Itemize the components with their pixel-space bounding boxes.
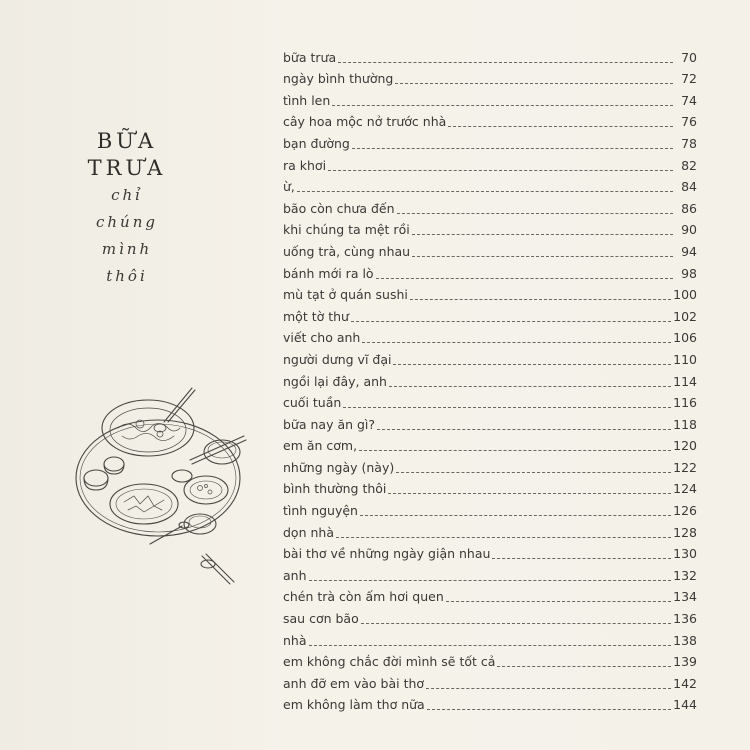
toc-leader-line — [336, 536, 671, 538]
toc-entry-page: 116 — [673, 395, 697, 411]
toc-leader-line — [426, 687, 671, 689]
toc-entry-page: 70 — [681, 49, 697, 65]
toc-entry-title: một tờ thư — [283, 308, 349, 324]
toc-entry — [283, 109, 697, 131]
toc-entry-page: 78 — [681, 135, 697, 151]
toc-leader-line — [446, 600, 671, 602]
toc-entry-title: mù tạt ở quán sushi — [283, 287, 408, 303]
toc-entry-title: em không chắc đời mình sẽ tốt cả — [283, 654, 496, 670]
toc-entry — [283, 584, 697, 606]
toc-entry-title: viết cho anh — [283, 330, 361, 346]
toc-entry — [283, 195, 697, 217]
toc-entry-page: 98 — [681, 265, 697, 281]
toc-leader-line — [412, 233, 673, 235]
toc-leader-line — [377, 428, 671, 430]
toc-entry — [283, 497, 697, 519]
toc-entry — [283, 44, 697, 66]
toc-entry — [283, 649, 697, 671]
toc-entry — [283, 411, 697, 433]
toc-entry-title: chén trà còn ấm hơi quen — [283, 589, 444, 605]
toc-entry — [283, 260, 697, 282]
toc-entry-page: 126 — [673, 503, 697, 519]
toc-entry — [283, 303, 697, 325]
toc-entry — [283, 325, 697, 347]
toc-leader-line — [332, 104, 673, 106]
toc-leader-line — [297, 190, 673, 192]
toc-entry — [283, 346, 697, 368]
toc-entry-title: bình thường thôi — [283, 481, 387, 497]
toc-entry-title: em ăn cơm, — [283, 438, 358, 454]
toc-leader-line — [492, 557, 671, 559]
toc-entry-title: cây hoa mộc nở trước nhà — [283, 114, 447, 130]
toc-entry — [283, 627, 697, 649]
toc-leader-line — [396, 471, 671, 473]
toc-entry — [283, 692, 697, 714]
toc-entry — [283, 562, 697, 584]
section-subtitle-line-3: mình — [101, 240, 153, 258]
meal-sketch-icon — [70, 380, 260, 600]
toc-entry-title: bữa trưa — [283, 49, 337, 65]
toc-entry-title: cuối tuần — [283, 395, 342, 411]
toc-entry-page: 84 — [681, 179, 697, 195]
toc-entry-page: 142 — [673, 675, 697, 691]
toc-entry-page: 122 — [673, 459, 697, 475]
toc-entry — [283, 66, 697, 88]
toc-entry-page: 139 — [673, 654, 697, 670]
toc-leader-line — [362, 341, 671, 343]
toc-leader-line — [328, 169, 673, 171]
toc-entry-title: khi chúng ta mệt rồi — [283, 222, 410, 238]
toc-entry-page: 110 — [673, 351, 697, 367]
toc-entry-page: 120 — [673, 438, 697, 454]
toc-leader-line — [412, 255, 673, 257]
toc-entry-page: 90 — [681, 222, 697, 238]
toc-entry-title: những ngày (này) — [283, 459, 395, 475]
toc-entry-page: 86 — [681, 200, 697, 216]
toc-entry-title: bài thơ về những ngày giận nhau — [283, 546, 491, 562]
toc-leader-line — [410, 298, 671, 300]
section-title-line-2: TRƯA — [87, 156, 167, 180]
toc-leader-line — [352, 147, 673, 149]
toc-entry-title: bữa nay ăn gì? — [283, 416, 376, 432]
toc-entry-title: bạn đường — [283, 135, 350, 151]
toc-entry — [283, 282, 697, 304]
section-subtitle-line-1: chỉ — [111, 186, 143, 204]
toc-leader-line — [427, 708, 671, 710]
section-title-line-1: BỮA — [96, 129, 158, 153]
toc-leader-line — [393, 363, 671, 365]
toc-leader-line — [389, 385, 671, 387]
toc-leader-line — [359, 449, 671, 451]
toc-entry-page: 94 — [681, 243, 697, 259]
toc-entry — [283, 174, 697, 196]
section-title-block — [72, 128, 182, 290]
toc-entry-title: ừ, — [283, 179, 295, 195]
toc-leader-line — [397, 212, 673, 214]
toc-leader-line — [351, 320, 671, 322]
toc-entry-title: sau cơn bão — [283, 611, 359, 627]
toc-entry-page: 134 — [673, 589, 697, 605]
toc-entry-page: 76 — [681, 114, 697, 130]
toc-entry-page: 124 — [673, 481, 697, 497]
toc-leader-line — [388, 492, 671, 494]
toc-entry-page: 144 — [673, 697, 697, 713]
toc-leader-line — [448, 125, 673, 127]
toc-entry-page: 136 — [673, 611, 697, 627]
toc-entry-title: em không làm thơ nữa — [283, 697, 425, 713]
toc-entry — [283, 476, 697, 498]
toc-leader-line — [361, 622, 671, 624]
toc-entry-page: 74 — [681, 92, 697, 108]
toc-entry-page: 118 — [673, 416, 697, 432]
toc-leader-line — [343, 406, 671, 408]
toc-entry — [283, 519, 697, 541]
toc-entry — [283, 130, 697, 152]
toc-entry-title: bánh mới ra lò — [283, 265, 374, 281]
toc-entry-page: 128 — [673, 524, 697, 540]
toc-leader-line — [376, 277, 673, 279]
toc-entry-title: anh đỡ em vào bài thơ — [283, 675, 425, 691]
toc-entry-page: 114 — [673, 373, 697, 389]
toc-leader-line — [395, 82, 673, 84]
toc-entry — [283, 605, 697, 627]
toc-entry-page: 72 — [681, 71, 697, 87]
toc-entry — [283, 152, 697, 174]
toc-entry-title: tình len — [283, 92, 331, 108]
toc-entry — [283, 87, 697, 109]
section-subtitle-line-2: chúng — [96, 213, 158, 231]
toc-leader-line — [360, 514, 671, 516]
table-of-contents — [283, 44, 697, 713]
toc-entry-page: 132 — [673, 567, 697, 583]
toc-entry-title: ngày bình thường — [283, 71, 394, 87]
toc-entry-title: nhà — [283, 632, 307, 648]
toc-entry-title: uống trà, cùng nhau — [283, 243, 411, 259]
toc-entry-page: 138 — [673, 632, 697, 648]
toc-entry — [283, 390, 697, 412]
toc-leader-line — [309, 644, 672, 646]
toc-entry — [283, 454, 697, 476]
toc-entry — [283, 368, 697, 390]
toc-entry — [283, 670, 697, 692]
toc-leader-line — [497, 665, 671, 667]
toc-entry-page: 102 — [673, 308, 697, 324]
toc-entry — [283, 433, 697, 455]
toc-entry-title: ngồi lại đây, anh — [283, 373, 387, 389]
toc-entry-title: bão còn chưa đến — [283, 200, 395, 216]
toc-entry-title: anh — [283, 567, 307, 583]
toc-leader-line — [309, 579, 672, 581]
toc-entry — [283, 238, 697, 260]
toc-entry-title: người dưng vĩ đại — [283, 351, 392, 367]
toc-entry-page: 130 — [673, 546, 697, 562]
toc-entry-title: dọn nhà — [283, 524, 334, 540]
section-subtitle-line-4: thôi — [106, 267, 148, 285]
toc-entry-page: 106 — [673, 330, 697, 346]
toc-entry-page: 82 — [681, 157, 697, 173]
toc-entry-title: tình nguyện — [283, 503, 358, 519]
toc-entry — [283, 217, 697, 239]
toc-entry-title: ra khơi — [283, 157, 327, 173]
toc-entry — [283, 541, 697, 563]
toc-leader-line — [338, 61, 673, 63]
toc-entry-page: 100 — [673, 287, 697, 303]
